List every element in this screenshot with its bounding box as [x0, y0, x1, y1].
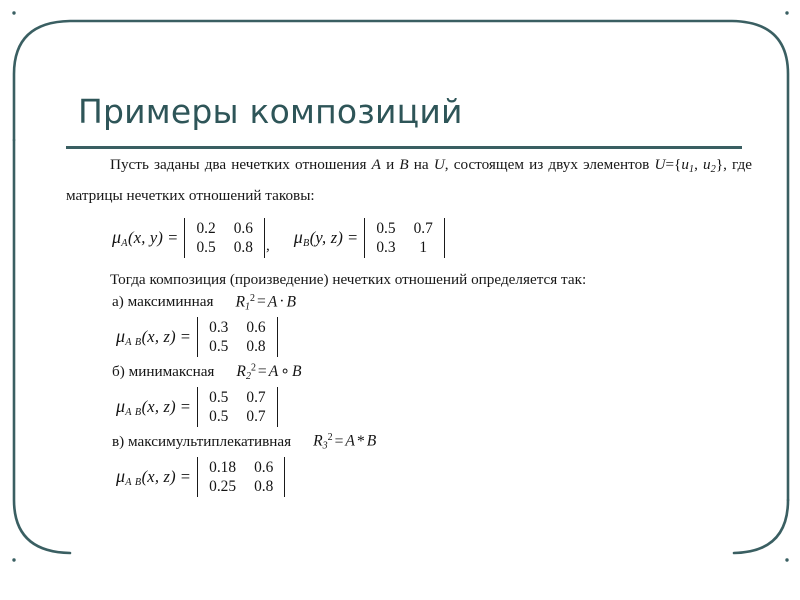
matrix-cell: 0.3 [209, 319, 229, 337]
formula-lhs-mu-b [294, 227, 364, 249]
matrix-result-c [197, 457, 285, 497]
relation-subscript-b: 2 [245, 371, 251, 383]
symbol-B: B [399, 156, 409, 173]
relation-superscript-b: 2 [250, 362, 256, 374]
matrix-cell: 0.5 [196, 238, 216, 256]
corner-dot-top-left [12, 11, 15, 14]
matrix-mu-b [364, 218, 445, 258]
case-relation-b [236, 362, 301, 382]
intro-eq: ={ [665, 156, 682, 173]
mu-args-b: (y, z) [309, 227, 344, 247]
slide-content [66, 152, 756, 497]
matrix-cell: 0.8 [233, 238, 253, 256]
matrix-mu-a [184, 218, 265, 258]
relation-subscript-a: 1 [244, 301, 250, 313]
relation-operand-right-c: B [366, 432, 377, 450]
relation-subscript-c: 3 [322, 440, 328, 452]
spacer [66, 258, 756, 267]
relation-operand-right-b: B [292, 363, 302, 381]
mu-subscript-b: B [302, 237, 310, 249]
equals-sign-result-c: = [179, 466, 192, 486]
mu-subscript-ab-c: A B [125, 476, 142, 488]
intro-text-3: , состоящем из двух элементов [444, 156, 655, 173]
matrix-cell: 0.5 [209, 389, 229, 407]
relation-equals-c: = [334, 432, 344, 450]
mu-glyph-ab-a: μ [116, 326, 126, 347]
relation-superscript-a: 2 [249, 292, 255, 304]
matrix-cell: 0.18 [209, 458, 237, 476]
corner-dot-bottom-left [12, 558, 15, 561]
relation-R-b: R [236, 363, 246, 381]
relation-operand-left-b: A [268, 363, 279, 381]
relation-operator-a: · [279, 293, 285, 311]
intro-and: и [380, 156, 400, 173]
symbol-u2: u [703, 156, 711, 173]
equals-sign-result-a: = [179, 327, 192, 347]
result-lhs-c [116, 466, 196, 488]
intro-comma: , [694, 156, 704, 173]
matrix-cell: 0.25 [209, 477, 237, 495]
corner-dot-bottom-right [785, 558, 788, 561]
mu-subscript-a: A [121, 237, 128, 249]
relation-R-c: R [313, 432, 323, 450]
equals-sign-a: = [167, 227, 179, 247]
matrix-result-a [197, 317, 278, 357]
result-lhs-a [116, 326, 196, 348]
matrix-cell: 0.5 [376, 219, 396, 237]
spacer [66, 209, 756, 218]
relation-operand-right-a: B [286, 293, 296, 311]
matrix-result-b [197, 387, 278, 427]
case-marker-b: б) минимаксная [112, 363, 215, 381]
intro-text-4: , где матрицы нечетких отношений таковы: [66, 156, 752, 204]
matrix-cell: 0.8 [254, 477, 274, 495]
relation-equals-b: = [257, 363, 267, 381]
symbol-u2-subscript: 2 [710, 163, 716, 175]
symbol-u1-subscript: 1 [688, 163, 695, 175]
case-relation-c [313, 432, 376, 451]
title-underline-rule [66, 146, 742, 149]
relation-operand-left-a: A [267, 293, 278, 311]
formula-row-result-b [66, 387, 756, 427]
formula-lhs-mu-a [112, 227, 183, 249]
case-label-c [66, 432, 756, 451]
mu-subscript-ab-a: A B [125, 337, 142, 349]
mu-glyph-a: μ [112, 226, 122, 247]
matrix-cell: 0.2 [196, 219, 216, 237]
matrix-cell: 0.7 [413, 219, 433, 237]
mu-args-ab-a: (x, z) [141, 327, 176, 347]
relation-R-a: R [235, 293, 245, 311]
case-label-b [66, 362, 756, 382]
symbol-u1: u [681, 156, 689, 173]
matrix-cell: 0.7 [246, 408, 266, 426]
symbol-U: U [433, 156, 445, 173]
matrix-cell: 0.3 [376, 238, 396, 256]
matrix-cell: 0.5 [209, 408, 229, 426]
matrix-cell: 0.6 [254, 458, 274, 476]
relation-superscript-c: 2 [327, 432, 333, 444]
matrix-cell: 0.6 [233, 219, 253, 237]
case-label-a [66, 293, 756, 312]
formula-row-result-a [66, 317, 756, 357]
result-lhs-b [116, 396, 196, 418]
mu-glyph-b: μ [293, 226, 303, 247]
case-marker-c: в) максимультиплекативная [112, 432, 292, 450]
then-paragraph: Тогда композиция (произведение) нечетких отношений определяется так: [110, 270, 587, 288]
formula-row-result-c [66, 457, 756, 497]
matrix-cell: 0.6 [246, 319, 266, 337]
intro-text-2: на [408, 156, 434, 173]
equals-sign-b: = [347, 227, 359, 247]
intro-text-1: Пусть заданы два нечетких отношения [110, 156, 372, 173]
relation-operand-left-c: A [345, 432, 355, 450]
case-marker-a: а) максиминная [112, 293, 214, 311]
corner-dot-top-right [785, 11, 788, 14]
relation-operator-b: ∘ [280, 363, 291, 381]
page-title: Примеры композиций [78, 92, 463, 131]
equals-sign-result-b: = [179, 397, 192, 417]
mu-args-ab-c: (x, z) [141, 466, 176, 486]
intro-paragraph [66, 152, 756, 209]
matrix-cell: 0.7 [246, 389, 266, 407]
matrix-cell: 0.8 [246, 338, 266, 356]
relation-operator-c: * [356, 432, 365, 450]
symbol-U-def: U [654, 156, 666, 173]
formula-separator-comma: , [265, 236, 270, 254]
matrix-cell: 1 [419, 238, 428, 256]
mu-glyph-ab-b: μ [116, 396, 126, 417]
intro-close-brace: } [715, 156, 724, 173]
mu-subscript-ab-b: A B [125, 407, 142, 419]
formula-row-given [66, 218, 756, 258]
mu-glyph-ab-c: μ [116, 465, 126, 486]
symbol-A: A [371, 156, 381, 173]
relation-equals-a: = [256, 293, 266, 311]
matrix-cell: 0.5 [209, 338, 229, 356]
mu-args-a: (x, y) [128, 227, 164, 247]
case-relation-a [235, 293, 296, 312]
mu-args-ab-b: (x, z) [141, 397, 176, 417]
